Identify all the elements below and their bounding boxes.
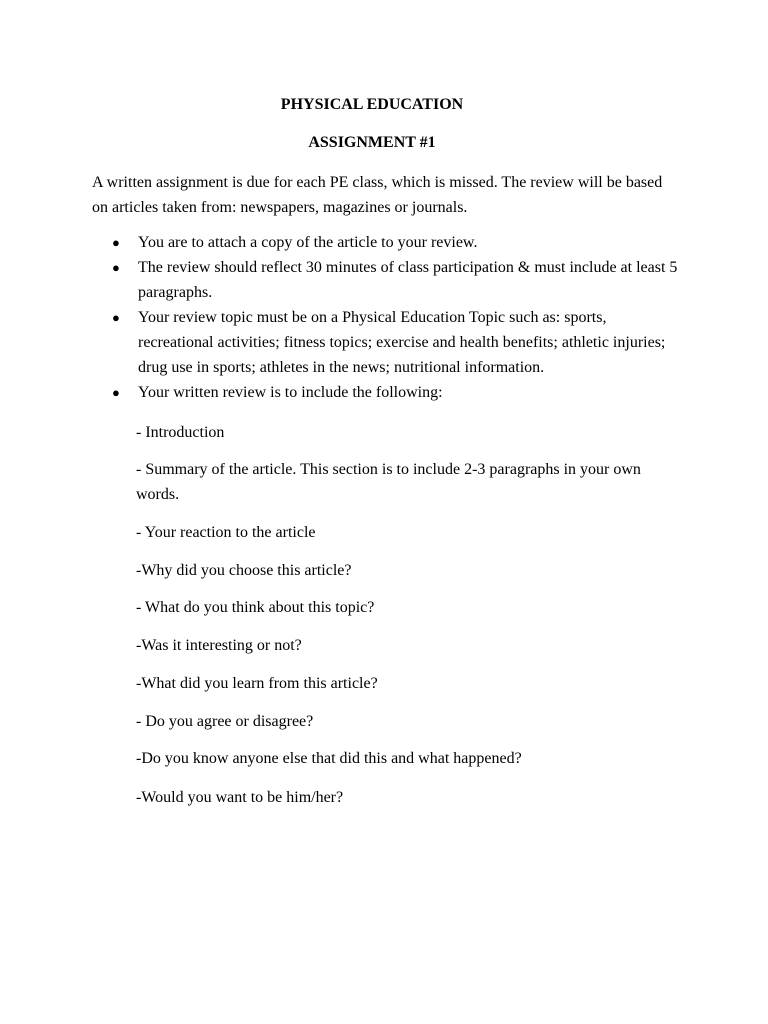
document-title: PHYSICAL EDUCATION <box>280 96 464 113</box>
review-item-question: - Do you agree or disagree? <box>136 713 314 730</box>
review-item-introduction: - Introduction <box>136 424 225 441</box>
review-item-reaction: - Your reaction to the article <box>136 524 316 541</box>
review-item-question: -Why did you choose this article? <box>136 562 352 579</box>
list-item-text: The review should reflect 30 minutes of class participation & must include at least 5 paragraphs. <box>138 259 678 301</box>
list-item <box>92 230 682 255</box>
bullet-icon: ● <box>112 310 120 325</box>
bullet-icon: ● <box>112 235 120 250</box>
review-item-question: -Would you want to be him/her? <box>136 789 344 806</box>
assignment-heading: ASSIGNMENT #1 <box>308 134 436 151</box>
intro-paragraph: A written assignment is due for each PE class, which is missed. The review will be based on articles taken from: newspapers, magazines or journals. <box>92 174 663 216</box>
bullet-icon: ● <box>112 260 120 275</box>
bullet-icon: ● <box>112 385 120 400</box>
review-item-summary: - Summary of the article. This section is to include 2-3 paragraphs in your own words. <box>136 461 641 503</box>
list-item-text: Your review topic must be on a Physical Education Topic such as: sports, recreational activities; fitness topics; exercise and health benefits; athletic injuries; drug use in sports; athletes in the news; nutritional information. <box>138 309 666 376</box>
list-item <box>92 305 682 380</box>
list-item-text: You are to attach a copy of the article to your review. <box>138 234 478 251</box>
list-item <box>92 255 682 305</box>
review-item-question: -What did you learn from this article? <box>136 675 378 692</box>
list-item-text: Your written review is to include the following: <box>138 384 443 401</box>
review-item-question: - What do you think about this topic? <box>136 599 375 616</box>
review-item-question: -Do you know anyone else that did this and what happened? <box>136 750 522 767</box>
requirements-list <box>92 230 682 405</box>
list-item <box>92 380 682 405</box>
review-item-question: -Was it interesting or not? <box>136 637 302 654</box>
